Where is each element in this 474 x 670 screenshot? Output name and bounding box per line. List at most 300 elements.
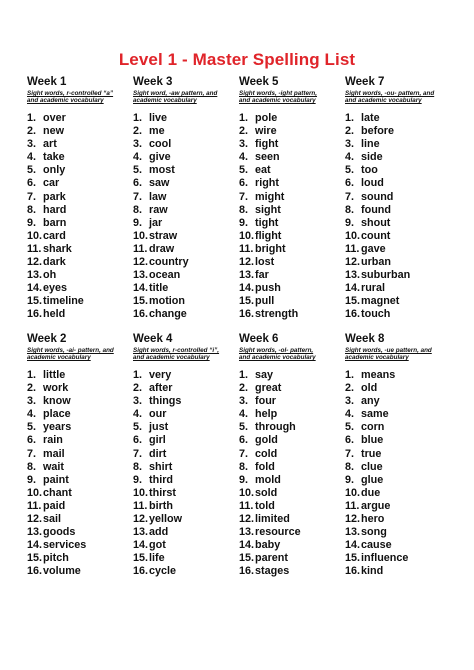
word-item: [27, 282, 127, 295]
word-text: ocean: [149, 269, 181, 282]
word-number: 2.: [345, 125, 355, 138]
word-number: 5.: [239, 421, 249, 434]
word-text: law: [149, 190, 167, 203]
word-item: [133, 138, 233, 151]
word-text: through: [255, 421, 296, 434]
word-text: motion: [149, 295, 185, 308]
word-number: 14.: [27, 282, 43, 295]
word-text: lost: [255, 256, 275, 269]
word-item: [133, 269, 233, 282]
word-number: 5.: [133, 164, 143, 177]
word-text: gave: [361, 242, 386, 255]
word-text: rain: [43, 434, 63, 447]
word-number: 11.: [239, 499, 254, 512]
word-number: 13.: [239, 269, 255, 282]
word-text: saw: [149, 177, 170, 190]
word-item: [345, 421, 445, 434]
word-list: [239, 369, 339, 579]
word-item: [133, 125, 233, 138]
word-text: our: [149, 408, 167, 421]
word-number: 8.: [345, 203, 355, 216]
word-number: 10.: [345, 229, 361, 242]
word-number: 1.: [345, 112, 355, 124]
word-item: [239, 112, 339, 125]
word-text: chant: [43, 486, 72, 499]
word-item: [133, 151, 233, 164]
word-number: 4.: [133, 408, 143, 421]
word-number: 7.: [27, 190, 37, 203]
word-number: 16.: [27, 565, 43, 578]
word-item: [239, 204, 339, 217]
word-number: 10.: [133, 229, 149, 242]
word-number: 3.: [345, 138, 355, 151]
word-number: 2.: [27, 382, 37, 395]
word-list: [27, 369, 127, 579]
word-number: 12.: [239, 513, 255, 526]
word-number: 12.: [239, 256, 255, 269]
word-number: 12.: [133, 513, 149, 526]
word-number: 4.: [345, 151, 355, 164]
word-text: told: [255, 499, 275, 512]
word-item: [133, 191, 233, 204]
word-number: 13.: [133, 526, 149, 539]
word-item: [345, 461, 445, 474]
word-text: shirt: [149, 460, 173, 473]
word-item: [133, 448, 233, 461]
word-item: [239, 177, 339, 190]
word-item: [133, 382, 233, 395]
word-text: side: [361, 151, 383, 164]
word-text: fold: [255, 460, 275, 473]
word-number: 5.: [27, 164, 37, 177]
word-text: shark: [43, 242, 72, 255]
word-item: [345, 308, 445, 321]
word-number: 16.: [133, 565, 149, 578]
word-item: [133, 487, 233, 500]
word-text: cause: [361, 539, 392, 552]
word-text: count: [361, 229, 391, 242]
word-item: [239, 269, 339, 282]
word-number: 16.: [345, 308, 361, 321]
word-text: clue: [361, 460, 383, 473]
week-description-line: and academic vocabulary: [239, 97, 316, 105]
word-text: push: [255, 282, 281, 295]
word-number: 3.: [345, 395, 355, 408]
page-title: Level 1 - Master Spelling List: [118, 50, 356, 69]
word-item: [345, 434, 445, 447]
word-text: yellow: [149, 513, 183, 526]
word-text: flight: [255, 229, 282, 242]
word-text: just: [149, 421, 169, 434]
word-number: 13.: [27, 269, 43, 282]
word-number: 7.: [239, 447, 249, 460]
word-number: 10.: [345, 486, 361, 499]
word-item: [27, 474, 127, 487]
word-number: 15.: [27, 552, 43, 565]
word-item: [239, 474, 339, 487]
word-text: thirst: [149, 486, 176, 499]
word-item: [27, 421, 127, 434]
word-item: [133, 421, 233, 434]
word-item: [133, 408, 233, 421]
word-item: [133, 552, 233, 565]
word-item: [239, 539, 339, 552]
word-text: say: [255, 369, 274, 381]
word-number: 1.: [239, 112, 249, 124]
word-number: 3.: [133, 138, 143, 151]
word-item: [239, 282, 339, 295]
word-text: pull: [255, 295, 275, 308]
week-description: [133, 347, 233, 363]
week-heading: Week 8: [345, 333, 385, 345]
week-section: [133, 76, 233, 322]
word-text: add: [149, 526, 169, 539]
word-item: [27, 448, 127, 461]
word-item: [345, 282, 445, 295]
word-number: 11.: [345, 242, 360, 255]
word-text: sail: [43, 513, 62, 526]
word-number: 12.: [345, 256, 361, 269]
week-section: [239, 76, 339, 322]
week-description-line: and academic vocabulary: [239, 354, 316, 362]
week-description-line: academic vocabulary: [27, 354, 91, 362]
word-number: 2.: [239, 382, 249, 395]
word-text: timeline: [43, 295, 84, 308]
word-number: 14.: [345, 282, 361, 295]
word-text: dark: [43, 256, 66, 269]
word-text: sight: [255, 203, 281, 216]
word-text: title: [149, 282, 169, 295]
word-text: give: [149, 151, 171, 164]
word-text: too: [361, 164, 378, 177]
word-item: [27, 526, 127, 539]
word-number: 15.: [27, 295, 43, 308]
word-item: [27, 308, 127, 321]
word-text: straw: [149, 229, 178, 242]
word-number: 16.: [239, 308, 255, 321]
word-text: touch: [361, 308, 391, 321]
word-text: argue: [361, 499, 391, 512]
word-text: right: [255, 177, 279, 190]
word-item: [27, 461, 127, 474]
word-item: [239, 138, 339, 151]
word-number: 5.: [345, 164, 355, 177]
word-number: 3.: [27, 395, 37, 408]
word-number: 2.: [133, 382, 143, 395]
word-item: [345, 243, 445, 256]
word-number: 9.: [133, 216, 143, 229]
word-number: 2.: [239, 125, 249, 138]
word-item: [239, 191, 339, 204]
word-number: 6.: [133, 434, 143, 447]
word-text: after: [149, 382, 173, 395]
word-text: sound: [361, 190, 394, 203]
word-item: [345, 526, 445, 539]
word-text: dirt: [149, 447, 167, 460]
week-heading: Week 1: [27, 76, 67, 88]
word-text: jar: [149, 216, 163, 229]
word-number: 7.: [133, 447, 143, 460]
word-text: birth: [149, 499, 173, 512]
word-text: any: [361, 395, 380, 408]
word-item: [133, 308, 233, 321]
word-item: [239, 164, 339, 177]
word-number: 9.: [133, 473, 143, 486]
word-item: [27, 552, 127, 565]
word-number: 2.: [27, 125, 37, 138]
word-number: 6.: [239, 434, 249, 447]
word-text: hero: [361, 513, 385, 526]
word-text: baby: [255, 539, 281, 552]
week-heading: Week 6: [239, 333, 279, 345]
word-item: [345, 539, 445, 552]
word-number: 6.: [345, 434, 355, 447]
word-number: 15.: [345, 552, 361, 565]
word-item: [345, 395, 445, 408]
word-number: 5.: [345, 421, 355, 434]
word-item: [239, 295, 339, 308]
word-number: 4.: [239, 151, 249, 164]
word-item: [27, 500, 127, 513]
word-number: 8.: [239, 460, 249, 473]
word-item: [27, 138, 127, 151]
word-number: 9.: [239, 473, 249, 486]
week-description: [239, 347, 339, 363]
word-text: late: [361, 112, 380, 124]
word-item: [133, 461, 233, 474]
word-item: [27, 269, 127, 282]
word-item: [133, 395, 233, 408]
word-text: paint: [43, 473, 69, 486]
word-text: limited: [255, 513, 290, 526]
word-text: mail: [43, 447, 65, 460]
word-number: 6.: [27, 177, 37, 190]
word-text: help: [255, 408, 278, 421]
word-number: 2.: [345, 382, 355, 395]
word-number: 3.: [239, 138, 249, 151]
week-section: [345, 333, 445, 579]
word-number: 10.: [239, 229, 255, 242]
word-item: [27, 434, 127, 447]
word-text: four: [255, 395, 276, 408]
word-number: 7.: [345, 447, 355, 460]
word-item: [345, 474, 445, 487]
week-description-line: Sight words, -ue pattern, and: [345, 347, 432, 354]
week-description: [27, 90, 127, 106]
week-description-line: and academic vocabulary: [27, 97, 104, 105]
word-number: 6.: [345, 177, 355, 190]
word-text: kind: [361, 565, 384, 578]
word-text: influence: [361, 552, 409, 565]
word-number: 14.: [345, 539, 361, 552]
word-text: pole: [255, 112, 278, 124]
word-text: car: [43, 177, 60, 190]
word-text: life: [149, 552, 165, 565]
word-number: 10.: [27, 229, 43, 242]
word-text: new: [43, 125, 64, 138]
word-list: [133, 112, 233, 322]
word-number: 14.: [27, 539, 43, 552]
word-item: [27, 487, 127, 500]
word-item: [27, 513, 127, 526]
word-item: [239, 461, 339, 474]
word-text: before: [361, 125, 394, 138]
word-number: 15.: [239, 552, 255, 565]
word-number: 1.: [27, 112, 37, 124]
word-item: [133, 164, 233, 177]
word-item: [345, 487, 445, 500]
word-number: 15.: [133, 295, 149, 308]
week-description-line: academic vocabulary: [345, 354, 409, 362]
word-number: 16.: [345, 565, 361, 578]
word-number: 12.: [27, 513, 43, 526]
word-item: [133, 243, 233, 256]
week-heading: Week 2: [27, 333, 67, 345]
word-number: 1.: [133, 112, 143, 124]
word-number: 11.: [133, 499, 148, 512]
word-item: [133, 204, 233, 217]
word-text: found: [361, 203, 391, 216]
word-item: [133, 539, 233, 552]
word-item: [239, 382, 339, 395]
word-text: line: [361, 138, 380, 151]
word-item: [133, 369, 233, 382]
week-description-line: Sight words, -ol- pattern,: [239, 347, 314, 354]
week-description-line: and academic vocabulary: [133, 354, 210, 362]
word-item: [133, 295, 233, 308]
word-text: eat: [255, 164, 271, 177]
word-number: 4.: [27, 151, 37, 164]
word-text: only: [43, 164, 66, 177]
week-description-line: Sight words, -ight pattern,: [239, 90, 318, 97]
word-item: [27, 539, 127, 552]
word-text: means: [361, 369, 396, 381]
word-text: volume: [43, 565, 81, 578]
word-number: 9.: [345, 216, 355, 229]
word-item: [239, 256, 339, 269]
word-text: might: [255, 190, 285, 203]
word-item: [27, 112, 127, 125]
word-text: art: [43, 138, 57, 151]
week-description: [27, 347, 127, 363]
word-item: [239, 230, 339, 243]
word-item: [345, 138, 445, 151]
word-number: 2.: [133, 125, 143, 138]
word-item: [239, 513, 339, 526]
word-text: magnet: [361, 295, 400, 308]
word-number: 13.: [133, 269, 149, 282]
word-number: 12.: [133, 256, 149, 269]
week-description-line: and academic vocabulary: [345, 97, 422, 105]
word-item: [27, 151, 127, 164]
word-text: wire: [255, 125, 277, 138]
word-item: [27, 369, 127, 382]
word-item: [345, 230, 445, 243]
word-item: [133, 112, 233, 125]
word-text: girl: [149, 434, 166, 447]
week-heading: Week 5: [239, 76, 279, 88]
week-description-line: Sight words, -ou- pattern, and: [345, 90, 435, 97]
word-item: [133, 217, 233, 230]
word-item: [27, 565, 127, 578]
word-text: work: [43, 382, 69, 395]
week-section: [27, 333, 127, 579]
word-item: [345, 191, 445, 204]
word-text: oh: [43, 269, 57, 282]
word-number: 4.: [345, 408, 355, 421]
word-number: 3.: [239, 395, 249, 408]
word-item: [239, 395, 339, 408]
word-text: tight: [255, 216, 279, 229]
word-text: mold: [255, 473, 281, 486]
word-number: 16.: [239, 565, 255, 578]
word-number: 4.: [133, 151, 143, 164]
word-number: 11.: [27, 499, 42, 512]
word-item: [345, 256, 445, 269]
week-section: [27, 76, 127, 322]
word-number: 6.: [239, 177, 249, 190]
word-text: far: [255, 269, 269, 282]
word-text: corn: [361, 421, 385, 434]
word-item: [27, 191, 127, 204]
word-number: 8.: [27, 460, 37, 473]
word-text: me: [149, 125, 165, 138]
word-text: pitch: [43, 552, 69, 565]
word-number: 12.: [345, 513, 361, 526]
week-description: [133, 90, 233, 106]
word-item: [345, 177, 445, 190]
word-item: [345, 513, 445, 526]
week-description-line: Sight words, r-controlled “i”,: [133, 347, 220, 354]
word-item: [239, 421, 339, 434]
word-text: strength: [255, 308, 299, 321]
word-item: [27, 217, 127, 230]
week-description-line: Sight word, -aw pattern, and: [133, 90, 218, 97]
word-number: 8.: [27, 203, 37, 216]
word-item: [239, 526, 339, 539]
word-text: gold: [255, 434, 278, 447]
word-text: cold: [255, 447, 278, 460]
word-item: [27, 243, 127, 256]
word-text: cool: [149, 138, 172, 151]
word-item: [133, 177, 233, 190]
word-item: [27, 204, 127, 217]
word-item: [345, 448, 445, 461]
word-list: [133, 369, 233, 579]
word-text: bright: [255, 242, 286, 255]
word-text: park: [43, 190, 66, 203]
word-number: 10.: [27, 486, 43, 499]
word-text: card: [43, 229, 66, 242]
word-text: loud: [361, 177, 384, 190]
week-description-line: Sight words, r-controlled “a”: [27, 90, 114, 97]
word-number: 7.: [345, 190, 355, 203]
word-item: [133, 565, 233, 578]
word-list: [239, 112, 339, 322]
week-section: [239, 333, 339, 579]
word-item: [133, 474, 233, 487]
word-text: live: [149, 112, 168, 124]
word-number: 1.: [239, 369, 249, 381]
word-text: third: [149, 473, 173, 486]
word-item: [345, 125, 445, 138]
word-text: suburban: [361, 269, 411, 282]
word-item: [239, 500, 339, 513]
word-text: fight: [255, 138, 279, 151]
word-item: [345, 408, 445, 421]
word-number: 15.: [239, 295, 255, 308]
word-item: [133, 434, 233, 447]
